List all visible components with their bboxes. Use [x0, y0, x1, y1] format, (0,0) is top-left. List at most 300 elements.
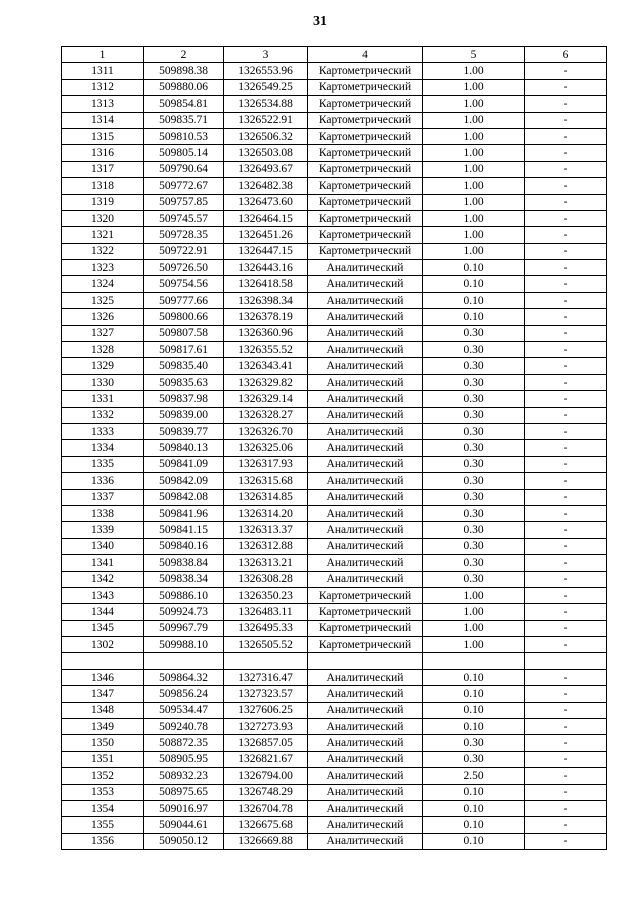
- point-number-cell: 1347: [62, 686, 144, 702]
- y-coordinate-cell: 1326464.15: [224, 210, 308, 226]
- method-cell: Аналитический: [308, 456, 423, 472]
- column-header: 1: [62, 47, 144, 63]
- y-coordinate-cell: 1326308.28: [224, 571, 308, 587]
- y-coordinate-cell: 1326794.00: [224, 768, 308, 784]
- note-cell: -: [525, 473, 607, 489]
- note-cell: -: [525, 145, 607, 161]
- note-cell: -: [525, 456, 607, 472]
- note-cell: -: [525, 800, 607, 816]
- point-number-cell: 1319: [62, 194, 144, 210]
- accuracy-cell: 0.30: [423, 440, 525, 456]
- table-row: [62, 833, 607, 849]
- note-cell: -: [525, 407, 607, 423]
- x-coordinate-cell: 509016.97: [144, 800, 224, 816]
- table-row: [62, 145, 607, 161]
- point-number-cell: 1326: [62, 309, 144, 325]
- method-cell: Аналитический: [308, 391, 423, 407]
- accuracy-cell: 1.00: [423, 112, 525, 128]
- note-cell: -: [525, 538, 607, 554]
- method-cell: Картометрический: [308, 637, 423, 653]
- x-coordinate-cell: 509967.79: [144, 620, 224, 636]
- table-row: [62, 784, 607, 800]
- table-row: [62, 112, 607, 128]
- y-coordinate-cell: 1326857.05: [224, 735, 308, 751]
- accuracy-cell: 0.10: [423, 719, 525, 735]
- note-cell: -: [525, 292, 607, 308]
- accuracy-cell: 0.30: [423, 571, 525, 587]
- table-row: [62, 456, 607, 472]
- note-cell: -: [525, 784, 607, 800]
- y-coordinate-cell: 1326495.33: [224, 620, 308, 636]
- x-coordinate-cell: 509807.58: [144, 325, 224, 341]
- x-coordinate-cell: 509880.06: [144, 79, 224, 95]
- accuracy-cell: 0.30: [423, 423, 525, 439]
- point-number-cell: 1313: [62, 96, 144, 112]
- point-number-cell: 1325: [62, 292, 144, 308]
- accuracy-cell: 0.10: [423, 686, 525, 702]
- point-number-cell: 1312: [62, 79, 144, 95]
- method-cell: Аналитический: [308, 473, 423, 489]
- method-cell: Аналитический: [308, 702, 423, 718]
- point-number-cell: 1321: [62, 227, 144, 243]
- note-cell: -: [525, 260, 607, 276]
- table-row: [62, 719, 607, 735]
- method-cell: [308, 653, 423, 669]
- method-cell: Аналитический: [308, 538, 423, 554]
- accuracy-cell: 0.30: [423, 735, 525, 751]
- y-coordinate-cell: 1326505.52: [224, 637, 308, 653]
- accuracy-cell: 0.30: [423, 489, 525, 505]
- point-number-cell: 1345: [62, 620, 144, 636]
- accuracy-cell: 0.10: [423, 702, 525, 718]
- method-cell: Картометрический: [308, 178, 423, 194]
- note-cell: -: [525, 194, 607, 210]
- accuracy-cell: 0.30: [423, 522, 525, 538]
- y-coordinate-cell: 1326313.21: [224, 555, 308, 571]
- y-coordinate-cell: 1326549.25: [224, 79, 308, 95]
- x-coordinate-cell: 509050.12: [144, 833, 224, 849]
- note-cell: -: [525, 374, 607, 390]
- note-cell: [525, 653, 607, 669]
- point-number-cell: 1314: [62, 112, 144, 128]
- method-cell: Аналитический: [308, 751, 423, 767]
- note-cell: -: [525, 817, 607, 833]
- point-number-cell: [62, 653, 144, 669]
- method-cell: Аналитический: [308, 735, 423, 751]
- y-coordinate-cell: 1326482.38: [224, 178, 308, 194]
- y-coordinate-cell: 1326704.78: [224, 800, 308, 816]
- point-number-cell: 1335: [62, 456, 144, 472]
- table-row: [62, 194, 607, 210]
- x-coordinate-cell: 509240.78: [144, 719, 224, 735]
- y-coordinate-cell: 1326447.15: [224, 243, 308, 259]
- accuracy-cell: 1.00: [423, 79, 525, 95]
- note-cell: -: [525, 178, 607, 194]
- table-row: [62, 751, 607, 767]
- point-number-cell: 1329: [62, 358, 144, 374]
- note-cell: -: [525, 325, 607, 341]
- note-cell: -: [525, 587, 607, 603]
- point-number-cell: 1342: [62, 571, 144, 587]
- x-coordinate-cell: 509988.10: [144, 637, 224, 653]
- table-row: [62, 686, 607, 702]
- x-coordinate-cell: 509841.09: [144, 456, 224, 472]
- accuracy-cell: 1.00: [423, 637, 525, 653]
- x-coordinate-cell: 508872.35: [144, 735, 224, 751]
- method-cell: Аналитический: [308, 505, 423, 521]
- table-row: [62, 243, 607, 259]
- point-number-cell: 1349: [62, 719, 144, 735]
- note-cell: -: [525, 79, 607, 95]
- column-header: 5: [423, 47, 525, 63]
- note-cell: -: [525, 522, 607, 538]
- x-coordinate-cell: 509886.10: [144, 587, 224, 603]
- method-cell: Аналитический: [308, 358, 423, 374]
- y-coordinate-cell: 1326483.11: [224, 604, 308, 620]
- table-row: [62, 505, 607, 521]
- accuracy-cell: 1.00: [423, 227, 525, 243]
- note-cell: -: [525, 719, 607, 735]
- accuracy-cell: 0.30: [423, 555, 525, 571]
- x-coordinate-cell: 509839.77: [144, 423, 224, 439]
- point-number-cell: 1318: [62, 178, 144, 194]
- y-coordinate-cell: 1326317.93: [224, 456, 308, 472]
- note-cell: -: [525, 702, 607, 718]
- method-cell: Картометрический: [308, 63, 423, 79]
- table-row: [62, 161, 607, 177]
- accuracy-cell: 0.30: [423, 456, 525, 472]
- accuracy-cell: 1.00: [423, 604, 525, 620]
- table-row: [62, 276, 607, 292]
- x-coordinate-cell: 509772.67: [144, 178, 224, 194]
- accuracy-cell: 0.10: [423, 800, 525, 816]
- point-number-cell: 1344: [62, 604, 144, 620]
- point-number-cell: 1346: [62, 669, 144, 685]
- table-row: [62, 620, 607, 636]
- column-header: 4: [308, 47, 423, 63]
- table-row: [62, 423, 607, 439]
- x-coordinate-cell: 509842.09: [144, 473, 224, 489]
- method-cell: Аналитический: [308, 309, 423, 325]
- y-coordinate-cell: 1326314.20: [224, 505, 308, 521]
- accuracy-cell: 0.30: [423, 325, 525, 341]
- accuracy-cell: 1.00: [423, 161, 525, 177]
- method-cell: Аналитический: [308, 669, 423, 685]
- y-coordinate-cell: 1326443.16: [224, 260, 308, 276]
- table-row: [62, 538, 607, 554]
- table-row: [62, 96, 607, 112]
- table-row: [62, 817, 607, 833]
- y-coordinate-cell: 1326493.67: [224, 161, 308, 177]
- column-header: 3: [224, 47, 308, 63]
- point-number-cell: 1355: [62, 817, 144, 833]
- accuracy-cell: 0.10: [423, 260, 525, 276]
- accuracy-cell: 0.30: [423, 374, 525, 390]
- accuracy-cell: 0.10: [423, 817, 525, 833]
- accuracy-cell: 0.30: [423, 751, 525, 767]
- x-coordinate-cell: 509898.38: [144, 63, 224, 79]
- accuracy-cell: 1.00: [423, 194, 525, 210]
- accuracy-cell: 1.00: [423, 243, 525, 259]
- y-coordinate-cell: 1326534.88: [224, 96, 308, 112]
- note-cell: -: [525, 227, 607, 243]
- note-cell: -: [525, 309, 607, 325]
- table-row: [62, 522, 607, 538]
- y-coordinate-cell: 1326553.96: [224, 63, 308, 79]
- column-header: 6: [525, 47, 607, 63]
- point-number-cell: 1323: [62, 260, 144, 276]
- method-cell: Картометрический: [308, 128, 423, 144]
- x-coordinate-cell: 509728.35: [144, 227, 224, 243]
- method-cell: Картометрический: [308, 243, 423, 259]
- point-number-cell: 1353: [62, 784, 144, 800]
- accuracy-cell: 0.10: [423, 309, 525, 325]
- point-number-cell: 1340: [62, 538, 144, 554]
- table-row: [62, 309, 607, 325]
- accuracy-cell: 1.00: [423, 210, 525, 226]
- accuracy-cell: 0.30: [423, 407, 525, 423]
- y-coordinate-cell: 1326748.29: [224, 784, 308, 800]
- y-coordinate-cell: 1326503.08: [224, 145, 308, 161]
- x-coordinate-cell: 509838.34: [144, 571, 224, 587]
- table-row: [62, 587, 607, 603]
- x-coordinate-cell: 508975.65: [144, 784, 224, 800]
- accuracy-cell: 0.10: [423, 833, 525, 849]
- note-cell: -: [525, 489, 607, 505]
- table-row: [62, 128, 607, 144]
- y-coordinate-cell: 1326314.85: [224, 489, 308, 505]
- method-cell: Аналитический: [308, 342, 423, 358]
- page-number: 31: [313, 14, 327, 29]
- x-coordinate-cell: 509838.84: [144, 555, 224, 571]
- table-row: [62, 604, 607, 620]
- x-coordinate-cell: 509800.66: [144, 309, 224, 325]
- accuracy-cell: 1.00: [423, 620, 525, 636]
- point-number-cell: 1316: [62, 145, 144, 161]
- table-row: [62, 473, 607, 489]
- point-number-cell: 1322: [62, 243, 144, 259]
- y-coordinate-cell: 1327323.57: [224, 686, 308, 702]
- y-coordinate-cell: 1326325.06: [224, 440, 308, 456]
- note-cell: -: [525, 637, 607, 653]
- point-number-cell: 1320: [62, 210, 144, 226]
- table-row: [62, 407, 607, 423]
- table-row: [62, 325, 607, 341]
- note-cell: -: [525, 112, 607, 128]
- method-cell: Картометрический: [308, 227, 423, 243]
- method-cell: Аналитический: [308, 292, 423, 308]
- x-coordinate-cell: 509754.56: [144, 276, 224, 292]
- y-coordinate-cell: 1326326.70: [224, 423, 308, 439]
- point-number-cell: 1354: [62, 800, 144, 816]
- accuracy-cell: 1.00: [423, 178, 525, 194]
- method-cell: Картометрический: [308, 194, 423, 210]
- table-row: [62, 800, 607, 816]
- accuracy-cell: 0.10: [423, 276, 525, 292]
- y-coordinate-cell: 1326355.52: [224, 342, 308, 358]
- accuracy-cell: 0.10: [423, 784, 525, 800]
- y-coordinate-cell: 1326329.14: [224, 391, 308, 407]
- note-cell: -: [525, 555, 607, 571]
- x-coordinate-cell: 509805.14: [144, 145, 224, 161]
- coordinates-table: [61, 46, 607, 850]
- table-row: [62, 391, 607, 407]
- method-cell: Аналитический: [308, 423, 423, 439]
- y-coordinate-cell: 1326329.82: [224, 374, 308, 390]
- method-cell: Аналитический: [308, 768, 423, 784]
- method-cell: Аналитический: [308, 522, 423, 538]
- point-number-cell: 1324: [62, 276, 144, 292]
- table-row: [62, 637, 607, 653]
- note-cell: -: [525, 391, 607, 407]
- accuracy-cell: 2.50: [423, 768, 525, 784]
- x-coordinate-cell: 509044.61: [144, 817, 224, 833]
- note-cell: -: [525, 161, 607, 177]
- x-coordinate-cell: 509534.47: [144, 702, 224, 718]
- x-coordinate-cell: 509840.16: [144, 538, 224, 554]
- point-number-cell: 1350: [62, 735, 144, 751]
- x-coordinate-cell: 509722.91: [144, 243, 224, 259]
- y-coordinate-cell: 1326675.68: [224, 817, 308, 833]
- y-coordinate-cell: 1326343.41: [224, 358, 308, 374]
- table-row: [62, 440, 607, 456]
- method-cell: Аналитический: [308, 374, 423, 390]
- note-cell: -: [525, 505, 607, 521]
- point-number-cell: 1333: [62, 423, 144, 439]
- y-coordinate-cell: 1326506.32: [224, 128, 308, 144]
- y-coordinate-cell: 1327316.47: [224, 669, 308, 685]
- y-coordinate-cell: 1326350.23: [224, 587, 308, 603]
- method-cell: Картометрический: [308, 96, 423, 112]
- method-cell: Аналитический: [308, 719, 423, 735]
- note-cell: -: [525, 735, 607, 751]
- accuracy-cell: 1.00: [423, 145, 525, 161]
- x-coordinate-cell: 508905.95: [144, 751, 224, 767]
- point-number-cell: 1337: [62, 489, 144, 505]
- y-coordinate-cell: 1326522.91: [224, 112, 308, 128]
- method-cell: Картометрический: [308, 587, 423, 603]
- accuracy-cell: 0.30: [423, 505, 525, 521]
- note-cell: -: [525, 243, 607, 259]
- y-coordinate-cell: 1327273.93: [224, 719, 308, 735]
- note-cell: -: [525, 751, 607, 767]
- y-coordinate-cell: 1326451.26: [224, 227, 308, 243]
- x-coordinate-cell: 509757.85: [144, 194, 224, 210]
- note-cell: -: [525, 571, 607, 587]
- accuracy-cell: 0.30: [423, 358, 525, 374]
- note-cell: -: [525, 833, 607, 849]
- point-number-cell: 1311: [62, 63, 144, 79]
- y-coordinate-cell: 1326328.27: [224, 407, 308, 423]
- note-cell: -: [525, 620, 607, 636]
- note-cell: -: [525, 210, 607, 226]
- table-row: [62, 768, 607, 784]
- method-cell: Аналитический: [308, 440, 423, 456]
- point-number-cell: 1356: [62, 833, 144, 849]
- method-cell: Аналитический: [308, 833, 423, 849]
- x-coordinate-cell: 509810.53: [144, 128, 224, 144]
- table-row: [62, 342, 607, 358]
- table-row: [62, 669, 607, 685]
- method-cell: Картометрический: [308, 620, 423, 636]
- x-coordinate-cell: 509726.50: [144, 260, 224, 276]
- point-number-cell: 1302: [62, 637, 144, 653]
- x-coordinate-cell: 509745.57: [144, 210, 224, 226]
- x-coordinate-cell: 509842.08: [144, 489, 224, 505]
- accuracy-cell: 0.10: [423, 669, 525, 685]
- accuracy-cell: 0.30: [423, 538, 525, 554]
- y-coordinate-cell: 1326315.68: [224, 473, 308, 489]
- point-number-cell: 1339: [62, 522, 144, 538]
- note-cell: -: [525, 423, 607, 439]
- table-row: [62, 79, 607, 95]
- x-coordinate-cell: 509854.81: [144, 96, 224, 112]
- y-coordinate-cell: 1327606.25: [224, 702, 308, 718]
- table-row: [62, 702, 607, 718]
- y-coordinate-cell: 1326313.37: [224, 522, 308, 538]
- table-row: [62, 292, 607, 308]
- x-coordinate-cell: 509839.00: [144, 407, 224, 423]
- table-row: [62, 735, 607, 751]
- method-cell: Аналитический: [308, 800, 423, 816]
- table-row: [62, 260, 607, 276]
- y-coordinate-cell: [224, 653, 308, 669]
- point-number-cell: 1336: [62, 473, 144, 489]
- x-coordinate-cell: 509856.24: [144, 686, 224, 702]
- point-number-cell: 1341: [62, 555, 144, 571]
- note-cell: -: [525, 768, 607, 784]
- table-row: [62, 489, 607, 505]
- x-coordinate-cell: 509837.98: [144, 391, 224, 407]
- x-coordinate-cell: 509817.61: [144, 342, 224, 358]
- x-coordinate-cell: 509835.63: [144, 374, 224, 390]
- x-coordinate-cell: 509840.13: [144, 440, 224, 456]
- x-coordinate-cell: 509777.66: [144, 292, 224, 308]
- table-row: [62, 210, 607, 226]
- note-cell: -: [525, 276, 607, 292]
- method-cell: Аналитический: [308, 407, 423, 423]
- method-cell: Аналитический: [308, 325, 423, 341]
- x-coordinate-cell: 509924.73: [144, 604, 224, 620]
- accuracy-cell: 0.30: [423, 473, 525, 489]
- point-number-cell: 1315: [62, 128, 144, 144]
- y-coordinate-cell: 1326360.96: [224, 325, 308, 341]
- note-cell: -: [525, 342, 607, 358]
- x-coordinate-cell: 509835.40: [144, 358, 224, 374]
- note-cell: -: [525, 669, 607, 685]
- method-cell: Аналитический: [308, 555, 423, 571]
- point-number-cell: 1343: [62, 587, 144, 603]
- method-cell: Картометрический: [308, 210, 423, 226]
- table-row: [62, 555, 607, 571]
- y-coordinate-cell: 1326473.60: [224, 194, 308, 210]
- point-number-cell: 1348: [62, 702, 144, 718]
- table-header-row: [62, 47, 607, 63]
- accuracy-cell: 1.00: [423, 96, 525, 112]
- point-number-cell: 1327: [62, 325, 144, 341]
- x-coordinate-cell: 509864.32: [144, 669, 224, 685]
- method-cell: Картометрический: [308, 145, 423, 161]
- note-cell: -: [525, 128, 607, 144]
- point-number-cell: 1338: [62, 505, 144, 521]
- y-coordinate-cell: 1326821.67: [224, 751, 308, 767]
- note-cell: -: [525, 686, 607, 702]
- note-cell: -: [525, 63, 607, 79]
- y-coordinate-cell: 1326398.34: [224, 292, 308, 308]
- y-coordinate-cell: 1326418.58: [224, 276, 308, 292]
- x-coordinate-cell: 509841.96: [144, 505, 224, 521]
- x-coordinate-cell: 509790.64: [144, 161, 224, 177]
